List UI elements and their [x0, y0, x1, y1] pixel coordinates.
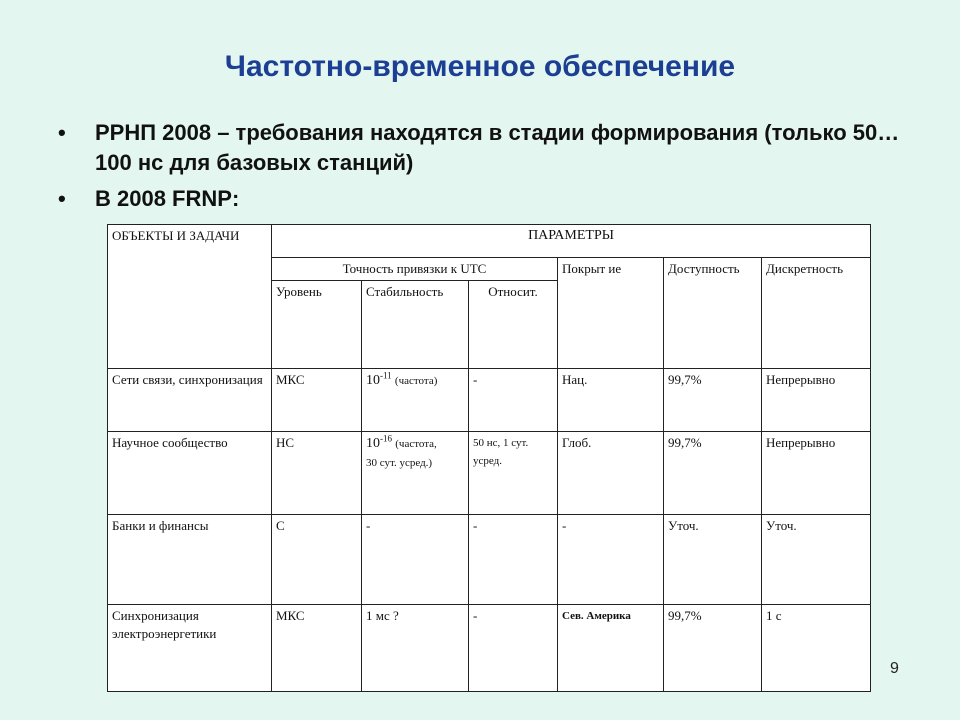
cell-coverage: Сев. Америка [558, 605, 664, 692]
header-coverage: Покрыт ие [558, 258, 664, 369]
cell-availability: Уточ. [664, 515, 762, 605]
cell-relative: - [469, 369, 558, 432]
cell-stability: - [362, 515, 469, 605]
bullet-item [58, 184, 918, 214]
table-row [108, 432, 871, 515]
table-row [108, 605, 871, 692]
cell-object: Научное сообщество [108, 432, 272, 515]
header-relative: Относит. [469, 281, 558, 369]
cell-level: МКС [272, 605, 362, 692]
bullet-item [58, 118, 918, 178]
cell-stability [362, 432, 469, 515]
table-row [108, 369, 871, 432]
header-objects: ОБЪЕКТЫ И ЗАДАЧИ [108, 225, 272, 369]
bullet-list [58, 118, 918, 220]
cell-coverage: Глоб. [558, 432, 664, 515]
bullet-marker: • [58, 120, 66, 145]
header-accuracy: Точность привязки к UTC [272, 258, 558, 281]
header-parameters: ПАРАМЕТРЫ [272, 225, 871, 258]
cell-discreteness: Уточ. [762, 515, 871, 605]
cell-level: С [272, 515, 362, 605]
cell-stability: 1 мс ? [362, 605, 469, 692]
header-discreteness: Дискретность [762, 258, 871, 369]
cell-relative: 50 нс, 1 сут. усред. [469, 432, 558, 515]
stability-note: (частота) [394, 375, 438, 387]
table-row [108, 515, 871, 605]
cell-coverage: - [558, 515, 664, 605]
cell-discreteness: 1 с [762, 605, 871, 692]
bullet-marker: • [58, 186, 66, 211]
table-header-row [108, 225, 871, 258]
cell-coverage: Нац. [558, 369, 664, 432]
cell-availability: 99,7% [664, 605, 762, 692]
cell-discreteness: Непрерывно [762, 369, 871, 432]
cell-level: МКС [272, 369, 362, 432]
cell-object: Синхронизация электроэнергетики [108, 605, 272, 692]
bullet-text: РРНП 2008 – требования находятся в стадии формирования (только 50…100 нс для базовых станций) [95, 120, 900, 175]
cell-availability: 99,7% [664, 369, 762, 432]
stability-exponent: -16 [380, 433, 392, 444]
bullet-text: В 2008 FRNP: [95, 186, 240, 211]
cell-discreteness: Непрерывно [762, 432, 871, 515]
frnp-table [107, 224, 871, 692]
cell-availability: 99,7% [664, 432, 762, 515]
cell-relative: - [469, 515, 558, 605]
page-number: 9 [890, 660, 899, 677]
cell-object: Банки и финансы [108, 515, 272, 605]
cell-stability [362, 369, 469, 432]
header-level: Уровень [272, 281, 362, 369]
stability-base: 10 [366, 436, 380, 451]
cell-object: Сети связи, синхронизация [108, 369, 272, 432]
stability-note: 30 сут. усред.) [366, 457, 433, 469]
header-availability: Доступность [664, 258, 762, 369]
stability-note: (частота, [395, 438, 437, 450]
cell-relative: - [469, 605, 558, 692]
stability-base: 10 [366, 373, 380, 388]
header-stability: Стабильность [362, 281, 469, 369]
slide-title: Частотно-временное обеспечение [224, 50, 736, 83]
cell-level: НС [272, 432, 362, 515]
stability-exponent: -11 [380, 370, 392, 381]
